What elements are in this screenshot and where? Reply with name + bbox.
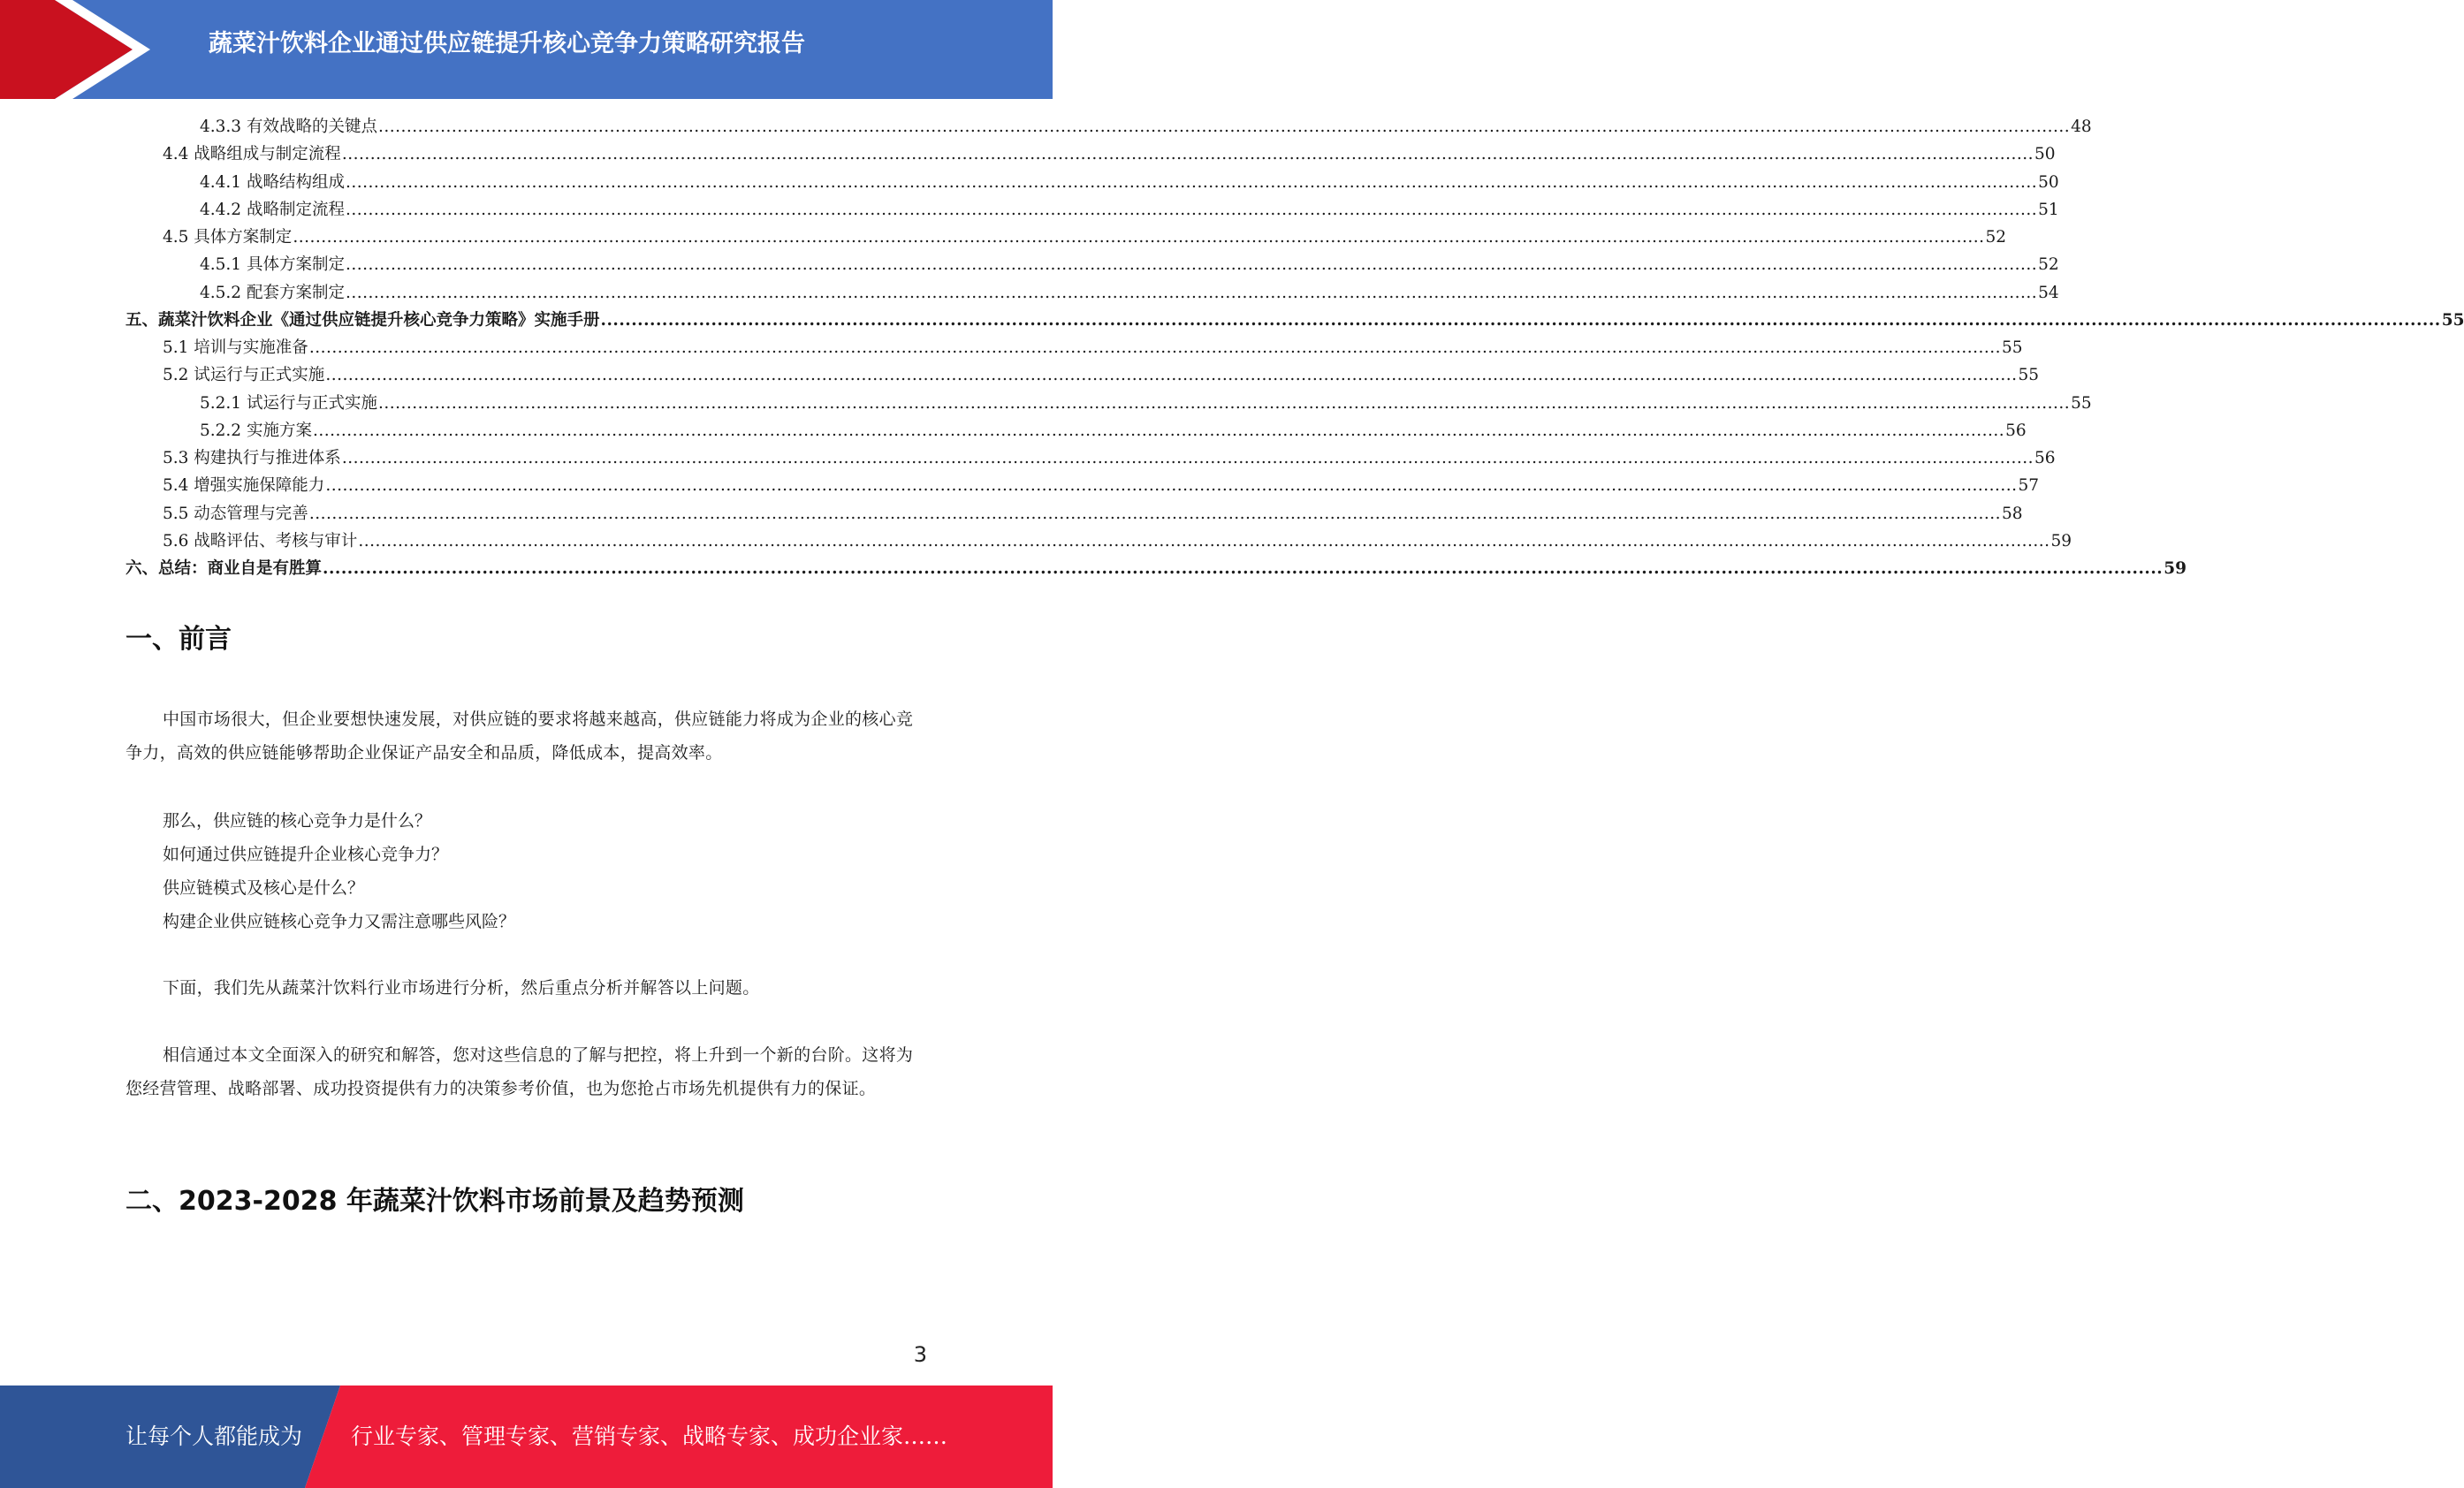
toc-entry-title: 4.5.2 配套方案制定 <box>200 283 345 302</box>
toc-entry[interactable] <box>125 307 2464 334</box>
toc-entry-title: 4.4.2 战略制定流程 <box>200 200 345 219</box>
toc-dot-leader: ............................................................................................................................................................................................................................................................................................................ <box>323 559 2164 578</box>
toc-entry-page: 54 <box>2038 283 2059 302</box>
question-list <box>125 804 515 938</box>
toc-entry-page: 57 <box>2018 476 2040 496</box>
toc-entry[interactable] <box>125 169 2059 196</box>
header-red-arrow <box>0 0 133 99</box>
toc-entry-page: 55 <box>2018 366 2040 385</box>
toc-entry[interactable] <box>125 472 2040 499</box>
toc-dot-leader: ............................................................................................................................................................................................................................................................................................................ <box>345 255 2038 275</box>
toc-entry[interactable] <box>125 528 2072 555</box>
toc-dot-leader: ............................................................................................................................................................................................................................................................................................................ <box>293 228 1985 247</box>
toc-entry[interactable] <box>125 555 2186 582</box>
toc-entry-title: 5.2.1 试运行与正式实施 <box>200 393 377 413</box>
toc-entry-page: 50 <box>2034 145 2056 164</box>
toc-entry-page: 52 <box>1985 228 2007 247</box>
toc-entry[interactable] <box>125 251 2059 278</box>
toc-entry-title: 5.1 培训与实施准备 <box>163 338 308 357</box>
toc-dot-leader: ............................................................................................................................................................................................................................................................................................................ <box>325 366 2018 385</box>
toc-dot-leader: ............................................................................................................................................................................................................................................................................................................ <box>308 504 2001 523</box>
toc-entry-title: 六、总结：商业自是有胜算 <box>125 559 323 578</box>
report-title: 蔬菜汁饮料企业通过供应链提升核心竞争力策略研究报告 <box>209 30 805 57</box>
toc-entry[interactable] <box>125 417 2027 444</box>
toc-entry[interactable] <box>125 390 2092 417</box>
toc-entry[interactable] <box>125 196 2059 224</box>
toc-entry-title: 5.5 动态管理与完善 <box>163 504 308 523</box>
toc-dot-leader: ............................................................................................................................................................................................................................................................................................................ <box>345 172 2038 192</box>
toc-entry-title: 5.3 构建执行与推进体系 <box>163 449 341 467</box>
question-item: 那么，供应链的核心竞争力是什么？ <box>163 811 432 831</box>
toc-dot-leader: ............................................................................................................................................................................................................................................................................................................ <box>600 310 2441 330</box>
toc-entry-page: 55 <box>2002 338 2023 357</box>
section-heading-preface: 一、前言 <box>125 624 232 655</box>
question-item: 如何通过供应链提升企业核心竞争力？ <box>163 845 449 864</box>
toc-entry-title: 4.3.3 有效战略的关键点 <box>200 118 377 136</box>
toc-entry-page: 52 <box>2038 255 2059 275</box>
preface-paragraph-1: 中国市场很大，但企业要想快速发展，对供应链的要求将越来越高，供应链能力将成为企业的核心竞争力，高效的供应链能够帮助企业保证产品安全和品质，降低成本，提高效率。 <box>125 710 914 763</box>
toc-entry-title: 5.2.2 实施方案 <box>200 421 312 440</box>
toc-dot-leader: ............................................................................................................................................................................................................................................................................................................ <box>341 145 2034 164</box>
preface-paragraph-2: 下面，我们先从蔬菜汁饮料行业市场进行分析，然后重点分析并解答以上问题。 <box>163 978 760 998</box>
toc-dot-leader: ............................................................................................................................................................................................................................................................................................................ <box>308 338 2001 357</box>
toc-entry[interactable] <box>125 334 2023 361</box>
toc-dot-leader: ............................................................................................................................................................................................................................................................................................................ <box>377 393 2071 413</box>
toc-dot-leader: ............................................................................................................................................................................................................................................................................................................ <box>341 449 2034 467</box>
toc-entry-title: 5.6 战略评估、考核与审计 <box>163 531 358 550</box>
toc-entry-title: 5.4 增强实施保障能力 <box>163 476 325 496</box>
page-footer <box>0 1386 1053 1488</box>
toc-entry[interactable] <box>125 361 2040 389</box>
toc-dot-leader: ............................................................................................................................................................................................................................................................................................................ <box>345 200 2038 219</box>
toc-entry-title: 4.5.1 具体方案制定 <box>200 255 345 275</box>
toc-dot-leader: ............................................................................................................................................................................................................................................................................................................ <box>377 118 2071 136</box>
toc-entry-title: 4.5 具体方案制定 <box>163 228 293 247</box>
question-item: 构建企业供应链核心竞争力又需注意哪些风险？ <box>163 912 516 931</box>
toc-entry-page: 58 <box>2002 504 2023 523</box>
toc-entry-title: 5.2 试运行与正式实施 <box>163 366 325 385</box>
question-item: 供应链模式及核心是什么？ <box>163 878 365 898</box>
page-header <box>0 0 1053 99</box>
toc-entry[interactable] <box>125 279 2059 307</box>
toc-entry-page: 50 <box>2038 172 2059 192</box>
toc-entry-title: 4.4.1 战略结构组成 <box>200 172 345 192</box>
preface-paragraph-3: 相信通过本文全面深入的研究和解答，您对这些信息的了解与把控，将上升到一个新的台阶。这将为您经营管理、战略部署、成功投资提供有力的决策参考价值，也为您抢占市场先机提供有力的保证。 <box>125 1045 914 1098</box>
toc-dot-leader: ............................................................................................................................................................................................................................................................................................................ <box>345 283 2038 302</box>
toc-entry-page: 59 <box>2050 531 2072 550</box>
toc-entry-page: 55 <box>2441 310 2464 330</box>
toc-entry-page: 59 <box>2164 559 2186 578</box>
footer-slogan-right: 行业专家、管理专家、营销专家、战略专家、成功企业家…… <box>351 1423 948 1449</box>
toc-dot-leader: ............................................................................................................................................................................................................................................................................................................ <box>325 476 2018 496</box>
toc-entry-page: 56 <box>2005 421 2027 440</box>
toc-entry-page: 51 <box>2038 200 2059 219</box>
toc-dot-leader: ............................................................................................................................................................................................................................................................................................................ <box>312 421 2005 440</box>
toc-entry[interactable] <box>125 224 2007 251</box>
toc-entry-page: 56 <box>2034 449 2056 467</box>
toc-entry-title: 五、蔬菜汁饮料企业《通过供应链提升核心竞争力策略》实施手册 <box>125 310 600 330</box>
toc-entry-page: 55 <box>2071 393 2092 413</box>
section-heading-market-forecast: 二、2023-2028 年蔬菜汁饮料市场前景及趋势预测 <box>125 1186 744 1217</box>
toc-entry-title: 4.4 战略组成与制定流程 <box>163 145 341 164</box>
footer-slogan-left: 让每个人都能成为 <box>125 1423 303 1449</box>
toc-entry[interactable] <box>125 113 2092 140</box>
toc-dot-leader: ............................................................................................................................................................................................................................................................................................................ <box>358 531 2050 550</box>
table-of-contents <box>125 113 2464 582</box>
page-number: 3 <box>913 1342 927 1367</box>
toc-entry[interactable] <box>125 500 2023 528</box>
toc-entry[interactable] <box>125 444 2056 472</box>
toc-entry[interactable] <box>125 140 2056 168</box>
toc-entry-page: 48 <box>2071 118 2092 136</box>
